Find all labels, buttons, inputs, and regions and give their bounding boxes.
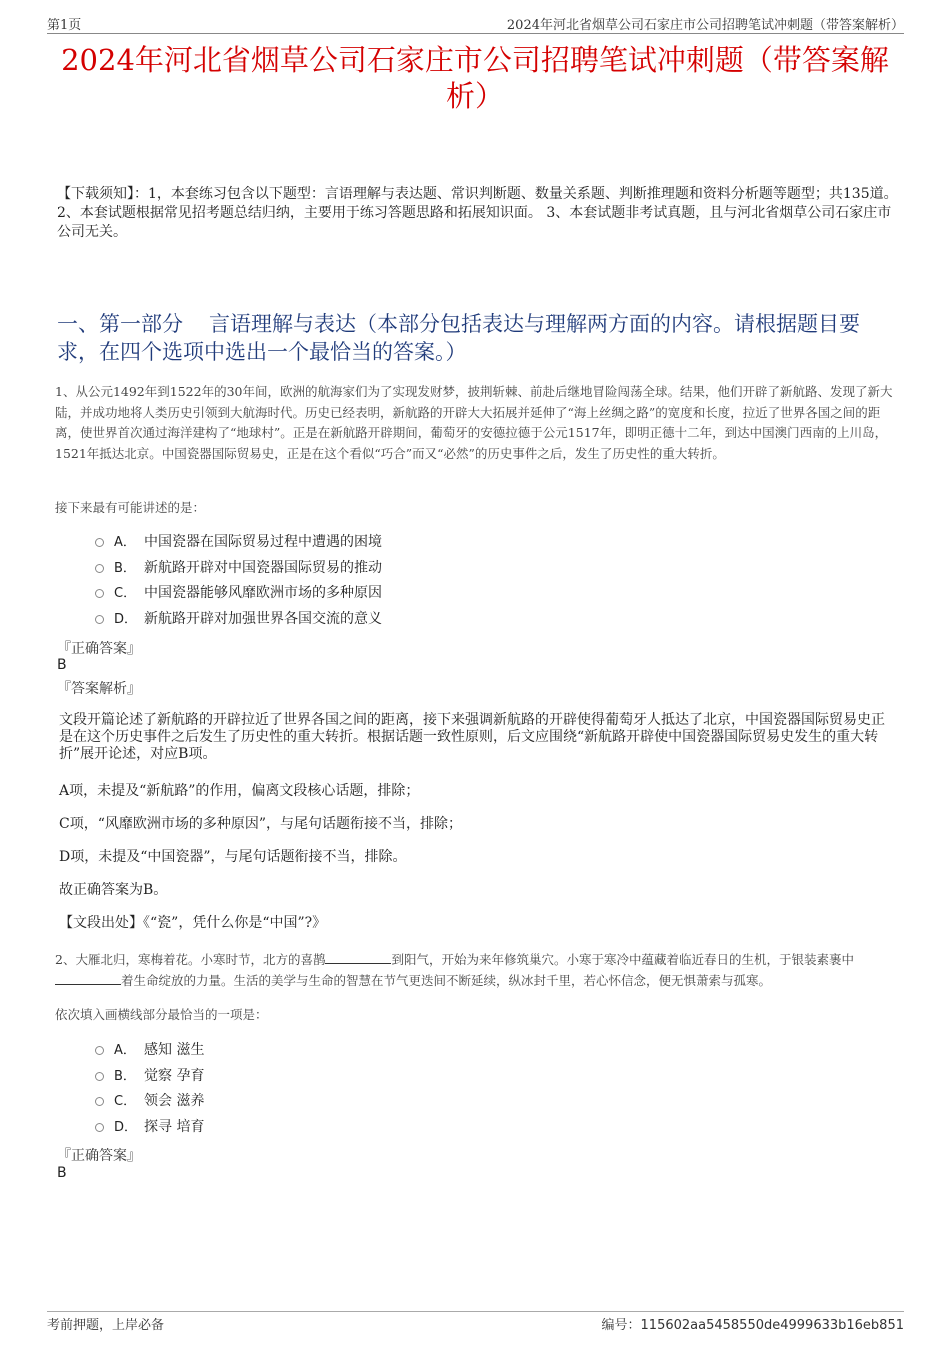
- analysis-option-d: D项，未提及“中国瓷器”，与尾句话题衔接不当，排除。: [59, 849, 407, 865]
- radio-icon[interactable]: [95, 1046, 104, 1055]
- radio-icon[interactable]: [95, 1072, 104, 1081]
- fill-blank-1[interactable]: [325, 951, 391, 964]
- radio-icon[interactable]: [95, 1097, 104, 1106]
- option-a[interactable]: A． 中国瓷器在国际贸易过程中遭遇的困境: [95, 530, 382, 556]
- radio-icon[interactable]: [95, 1123, 104, 1132]
- text-source: 【文段出处】《“瓷”，凭什么你是“中国”?》: [59, 915, 327, 931]
- analysis-conclusion: 故正确答案为B。: [59, 882, 168, 898]
- footer-code: 编号：115602aa5458550de4999633b16eb851: [601, 1318, 904, 1333]
- correct-answer-value: B: [57, 657, 67, 673]
- question-1-prompt: 接下来最有可能讲述的是：: [55, 500, 206, 515]
- option-a[interactable]: A． 感知 滋生: [95, 1038, 204, 1064]
- option-b[interactable]: B． 觉察 孕育: [95, 1064, 204, 1090]
- document-title: 2024年河北省烟草公司石家庄市公司招聘笔试冲刺题（带答案解析）: [61, 43, 889, 113]
- question-2-prompt: 依次填入画横线部分最恰当的一项是：: [55, 1007, 268, 1022]
- section-number: 一、第一部分: [57, 312, 183, 336]
- section-heading: [57, 310, 898, 366]
- footer-divider: [47, 1311, 904, 1312]
- document-code: 115602aa5458550de4999633b16eb851: [640, 1318, 904, 1333]
- header-doc-title: 2024年河北省烟草公司石家庄市公司招聘笔试冲刺题（带答案解析）: [506, 18, 904, 33]
- option-c[interactable]: C． 中国瓷器能够风靡欧洲市场的多种原因: [95, 581, 382, 607]
- radio-icon[interactable]: [95, 615, 104, 624]
- fill-blank-2[interactable]: [55, 972, 121, 985]
- correct-answer-value: B: [57, 1165, 67, 1181]
- footer-slogan: 考前押题，上岸必备: [47, 1318, 165, 1333]
- question-1-options: [95, 530, 382, 632]
- page-number: 第1页: [47, 18, 82, 33]
- question-1-text: 1、从公元1492年到1522年的30年间，欧洲的航海家们为了实现发财梦，披荆斩棘、前赴后继地冒险闯荡全球。结果，他们开辟了新航路、发现了新大陆，并成功地将人类历史引领到大航海时代。历史已经表明，新航路的开辟大大拓展并延伸了“海上丝绸之路”的宽度和长度，拉近了世界各国之间的距离，使世界首次通过海洋建构了“地球村”。正是在新航路开辟期间，葡萄牙的安德拉德于公元1517年，即明正德十二年，到达中国澳门西南的上川岛，1521年抵达北京。中国瓷器国际贸易史，正是在这个看似“巧合”而又“必然”的历史事件之后，发生了历史性的重大转折。: [55, 384, 893, 461]
- download-notice: 【下载须知】：1，本套练习包含以下题型：言语理解与表达题、常识判断题、数量关系题、判断推理题和资料分析题等题型；共135道。 2、本套试题根据常见招考题总结归纳，主要用于练习答题思路和拓展知识面。 3、本套试题非考试真题，且与河北省烟草公司石家庄市公司无关。: [57, 186, 898, 240]
- correct-answer-label: 『正确答案』: [57, 641, 141, 657]
- question-2-text: 2、大雁北归，寒梅着花。小寒时节，北方的喜鹊 到阳气，开始为来年修筑巢穴。小寒于寒冷中蕴藏着临近春日的生机，于银装素裹中着生命绽放的力量。生活的美学与生命的智慧在节气更迭间不断延续，纵冰封千里，若心怀信念，便无惧萧索与孤寒。: [55, 952, 854, 988]
- option-d[interactable]: D． 探寻 培育: [95, 1115, 204, 1141]
- option-d[interactable]: D． 新航路开辟对加强世界各国交流的意义: [95, 607, 382, 633]
- radio-icon[interactable]: [95, 589, 104, 598]
- analysis-paragraph: 文段开篇论述了新航路的开辟拉近了世界各国之间的距离，接下来强调新航路的开辟使得葡萄牙人抵达了北京，中国瓷器国际贸易史正是在这个历史事件之后发生了历史性的重大转折。根据话题一致性原则，后文应围绕“新航路开辟使中国瓷器国际贸易史发生的重大转折”展开论述，对应B项。: [59, 712, 885, 762]
- radio-icon[interactable]: [95, 564, 104, 573]
- radio-icon[interactable]: [95, 538, 104, 547]
- question-2-options: [95, 1038, 204, 1140]
- analysis-option-c: C项，“风靡欧洲市场的多种原因”，与尾句话题衔接不当，排除；: [59, 816, 463, 832]
- analysis-label: 『答案解析』: [57, 681, 141, 697]
- analysis-option-a: A项，未提及“新航路”的作用，偏离文段核心话题，排除；: [59, 783, 420, 799]
- option-c[interactable]: C． 领会 滋养: [95, 1089, 204, 1115]
- section-title-text: 言语理解与表达（本部分包括表达与理解两方面的内容。请根据题目要求，在四个选项中选出一个最恰当的答案。）: [57, 312, 860, 364]
- correct-answer-label: 『正确答案』: [57, 1148, 141, 1164]
- header-divider: [47, 33, 904, 34]
- option-b[interactable]: B． 新航路开辟对中国瓷器国际贸易的推动: [95, 556, 382, 582]
